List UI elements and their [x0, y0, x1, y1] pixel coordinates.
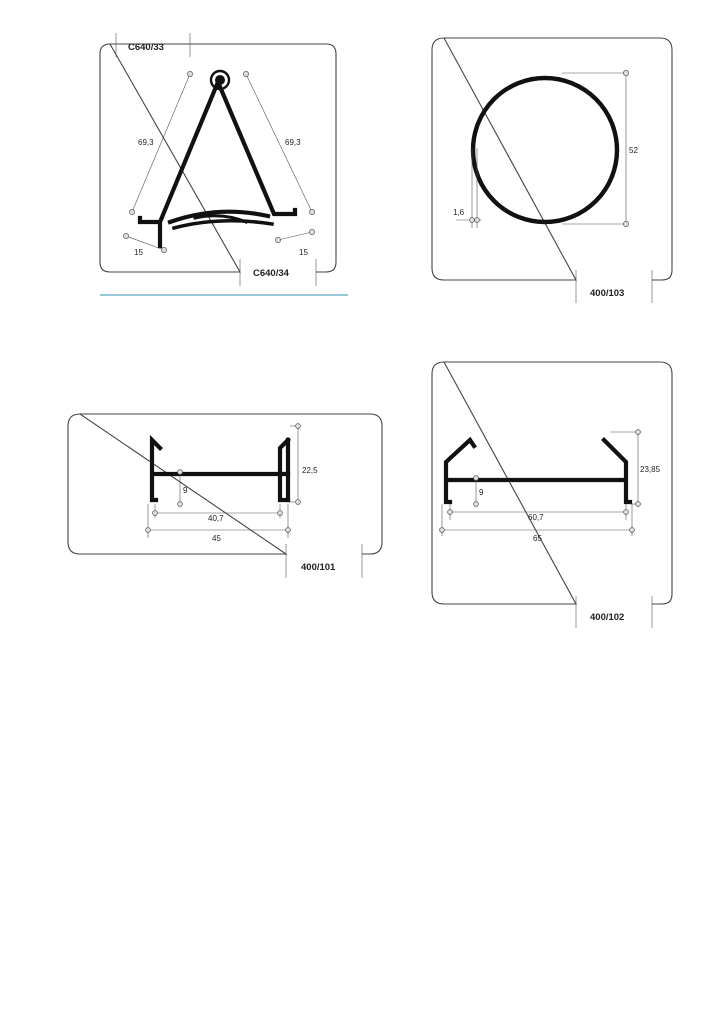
dim-node [474, 476, 479, 481]
dim-node [129, 209, 134, 214]
dim-node [146, 528, 151, 533]
dim-label-web: 9 [479, 488, 484, 497]
dim-node [636, 430, 641, 435]
dim-node [623, 70, 628, 75]
profile-frame [68, 414, 382, 554]
dim-node [474, 502, 479, 507]
dim-node [636, 502, 641, 507]
dim-line-right-foot [278, 232, 312, 240]
dim-label-height: 23,85 [640, 465, 661, 474]
profile-code: 400/103 [590, 288, 625, 299]
dim-label-right-foot: 15 [299, 248, 308, 257]
dim-node [187, 71, 192, 76]
dim-node [123, 233, 128, 238]
dim-label-outer-width: 45 [212, 534, 221, 543]
dim-node [178, 502, 183, 507]
dim-node [630, 528, 635, 533]
dim-node [275, 237, 280, 242]
profile-frame [432, 38, 672, 280]
dim-node [278, 511, 283, 516]
profile-400-102 [432, 362, 672, 628]
profile-400-103 [432, 38, 672, 303]
dim-node [243, 71, 248, 76]
dim-node [309, 209, 314, 214]
dim-label-diameter: 52 [629, 146, 638, 155]
profile-code: 400/101 [301, 562, 336, 573]
dim-label-height: 22,5 [302, 466, 318, 475]
dim-node [286, 528, 291, 533]
dim-node [623, 221, 628, 226]
dim-node [440, 528, 445, 533]
profile-c640-33-34 [100, 33, 348, 295]
profile-code-bottom: C640/34 [253, 268, 289, 279]
dim-node [448, 510, 453, 515]
dim-node [309, 229, 314, 234]
dim-label-left-foot: 15 [134, 248, 143, 257]
profile-code-top: C640/33 [128, 42, 164, 53]
profile-outline [174, 221, 272, 228]
dim-node [470, 218, 475, 223]
dim-label-left-side: 69,3 [138, 138, 154, 147]
dim-node [296, 424, 301, 429]
hinge-core [215, 75, 225, 85]
dim-label-inner-width: 60,7 [528, 513, 544, 522]
dim-label-web: 9 [183, 486, 188, 495]
dim-line-right-side [246, 74, 312, 212]
dim-label-outer-width: 65 [533, 534, 542, 543]
dim-node [153, 511, 158, 516]
dim-label-inner-width: 40,7 [208, 514, 224, 523]
dim-node [296, 500, 301, 505]
dim-node [161, 247, 166, 252]
profile-outline [446, 440, 630, 502]
profile-frame [432, 362, 672, 604]
dim-label-wall: 1,6 [453, 208, 465, 217]
profile-outline [152, 440, 288, 500]
dim-label-right-side: 69,3 [285, 138, 301, 147]
dim-node [624, 510, 629, 515]
profile-400-101 [68, 414, 382, 578]
profile-outline [473, 78, 617, 222]
dim-node [178, 470, 183, 475]
profile-code: 400/102 [590, 612, 625, 623]
dim-node [475, 218, 480, 223]
